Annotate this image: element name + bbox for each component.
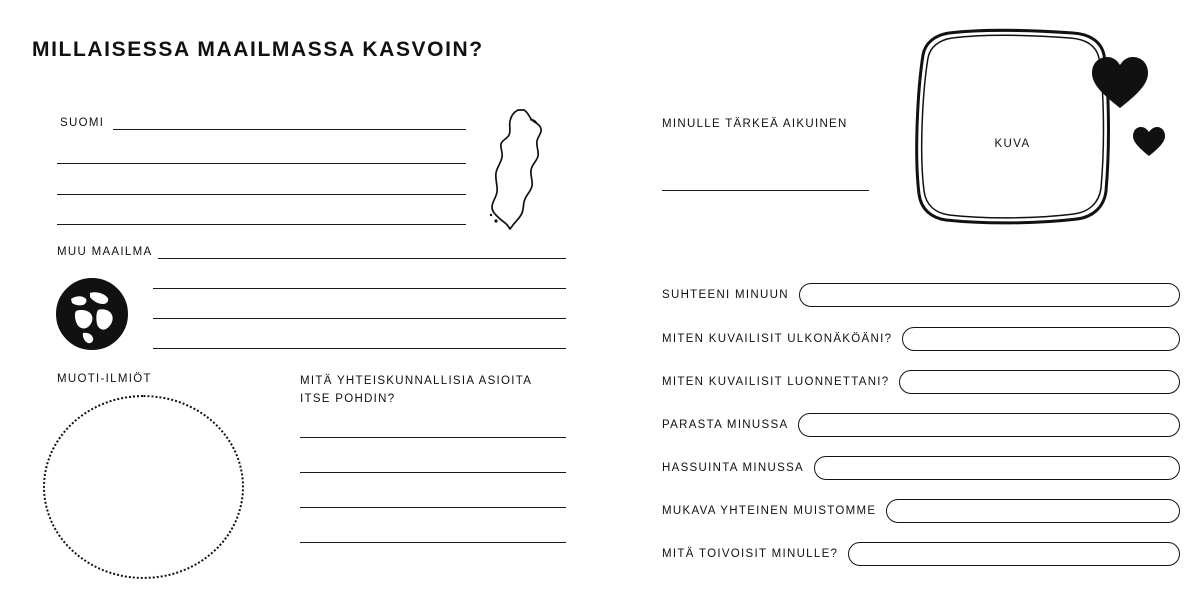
question-row (662, 413, 1180, 437)
question-input[interactable] (814, 456, 1180, 480)
pohdinta-write-line[interactable] (300, 472, 566, 473)
question-input[interactable] (902, 327, 1180, 351)
question-row (662, 327, 1180, 351)
question-row (662, 499, 1180, 523)
globe-icon (55, 277, 129, 351)
question-input[interactable] (899, 370, 1180, 394)
question-label: MITÄ TOIVOISIT MINULLE? (662, 548, 839, 560)
suomi-write-line[interactable] (57, 224, 466, 225)
muu-maailma-write-line[interactable] (153, 288, 566, 289)
question-label: SUHTEENI MINUUN (662, 289, 789, 301)
suomi-write-line[interactable] (57, 194, 466, 195)
aikuinen-label: MINULLE TÄRKEÄ AIKUINEN (662, 118, 848, 130)
yhteiskunnalliset-label-line2: ITSE POHDIN? (300, 392, 396, 405)
yhteiskunnalliset-label-line1: MITÄ YHTEISKUNNALLISIA ASIOITA (300, 375, 533, 387)
question-input[interactable] (886, 499, 1180, 523)
question-row (662, 370, 1180, 394)
aikuinen-write-line[interactable] (662, 190, 869, 191)
pohdinta-write-line[interactable] (300, 542, 566, 543)
suomi-write-line[interactable] (57, 163, 466, 164)
question-input[interactable] (848, 542, 1180, 566)
suomi-label: SUOMI (60, 117, 105, 129)
pohdinta-write-line[interactable] (300, 507, 566, 508)
question-label: MITEN KUVAILISIT LUONNETTANI? (662, 376, 890, 388)
finland-map-icon (480, 108, 550, 230)
question-row (662, 456, 1180, 480)
muu-maailma-write-line[interactable] (153, 318, 566, 319)
question-row (662, 542, 1180, 566)
muu-maailma-write-line[interactable] (158, 258, 566, 259)
dotted-circle-area[interactable] (43, 395, 244, 579)
muoti-ilmiot-label: MUOTI-ILMIÖT (57, 373, 152, 385)
muu-maailma-label: MUU MAAILMA (57, 246, 153, 258)
page-title: MILLAISESSA MAAILMASSA KASVOIN? (32, 38, 484, 61)
yhteiskunnalliset-label (300, 373, 532, 409)
heart-icon (1132, 126, 1166, 157)
question-row (662, 283, 1180, 307)
right-panel (600, 0, 1200, 600)
question-label: MITEN KUVAILISIT ULKONÄKÖÄNI? (662, 333, 893, 345)
question-label: PARASTA MINUSSA (662, 419, 789, 431)
question-label: MUKAVA YHTEINEN MUISTOMME (662, 505, 877, 517)
muu-maailma-write-line[interactable] (153, 348, 566, 349)
suomi-write-line[interactable] (113, 129, 466, 130)
heart-icon (1090, 56, 1150, 110)
photo-frame[interactable] (905, 25, 1120, 230)
pohdinta-write-line[interactable] (300, 437, 566, 438)
question-input[interactable] (798, 413, 1180, 437)
question-input[interactable] (799, 283, 1180, 307)
photo-placeholder-label: KUVA (994, 138, 1031, 150)
question-label: HASSUINTA MINUSSA (662, 462, 805, 474)
